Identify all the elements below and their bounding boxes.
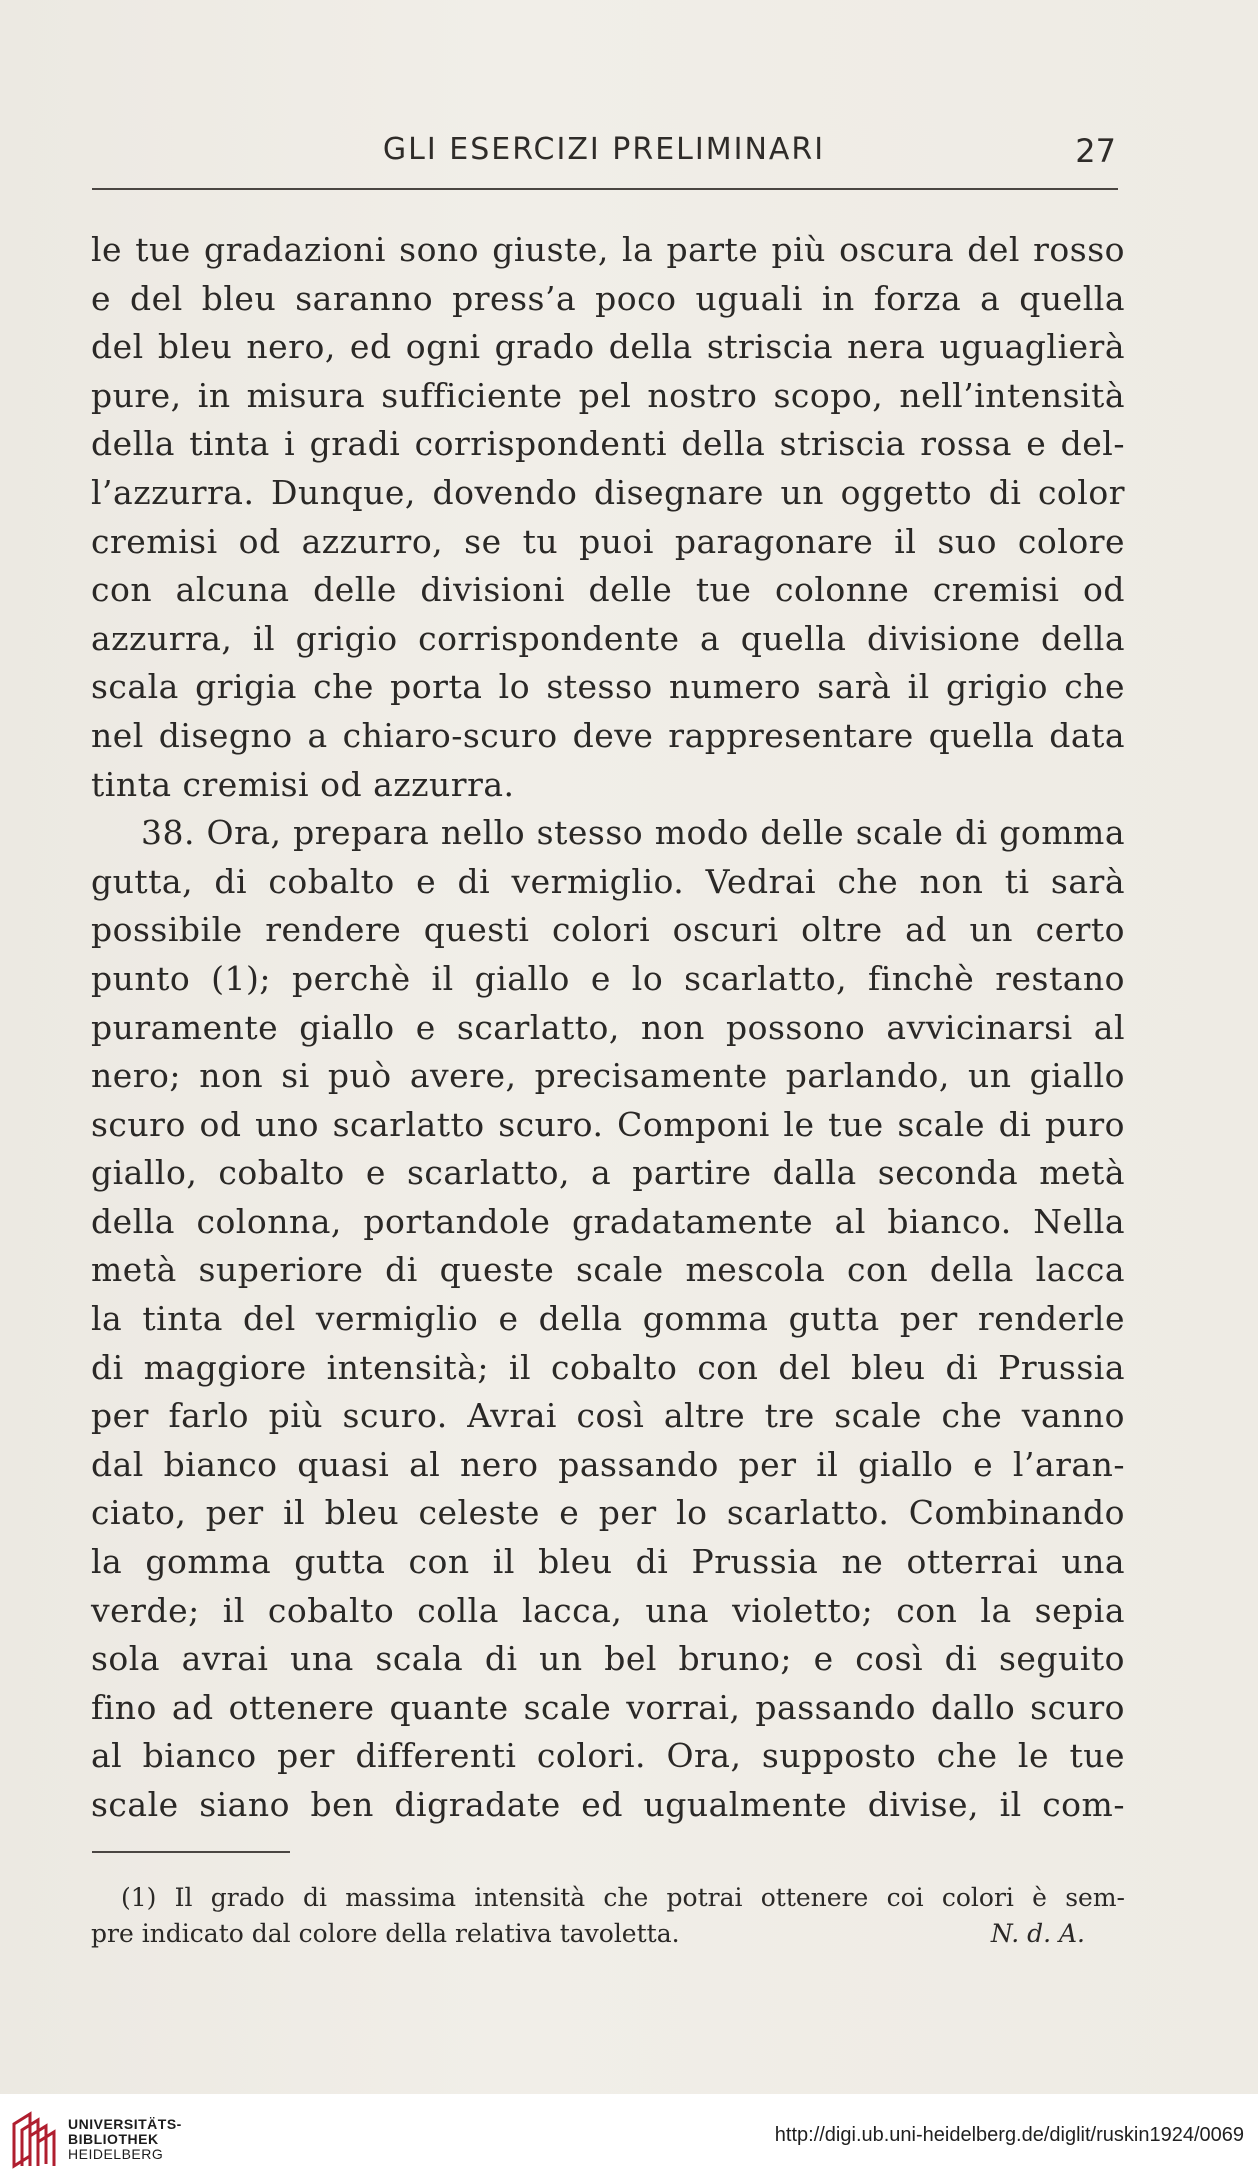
text-line: la gomma gutta con il bleu di Prussia ne otterrai una [91, 1542, 1125, 1582]
running-head [92, 132, 1116, 176]
text-line: ciato, per il bleu celeste e per lo scarlatto. Combinando [91, 1493, 1125, 1533]
text-line: nero; non si può avere, precisamente parlando, un giallo [91, 1056, 1125, 1096]
library-name-line-2: BIBLIOTHEK [68, 2131, 159, 2147]
text-line: verde; il cobalto colla lacca, una violetto; con la sepia [91, 1590, 1125, 1630]
text-line: di maggiore intensità; il cobalto con del bleu di Prussia [91, 1347, 1125, 1387]
text-line: gutta, di cobalto e di vermiglio. Vedrai che non ti sarà [91, 861, 1125, 901]
library-name-line-3: HEIDELBERG [68, 2146, 164, 2162]
text-line: fino ad ottenere quante scale vorrai, passando dallo scuro [91, 1687, 1125, 1727]
text-line: dal bianco quasi al nero passando per il giallo e l’aran- [91, 1444, 1125, 1484]
text-line: sola avrai una scala di un bel bruno; e così di seguito [91, 1639, 1125, 1679]
text-line: cremisi od azzurro, se tu puoi paragonare il suo colore [91, 521, 1125, 561]
source-url-link[interactable]: http://digi.ub.uni-heidelberg.de/diglit/ruskin1924/0069 [774, 2124, 1244, 2146]
footnote-line: (1) Il grado di massima intensità che potrai ottenere coi colori è sem- [121, 1883, 1125, 1912]
text-line: scuro od uno scarlatto scuro. Componi le tue scale di puro [91, 1104, 1125, 1144]
text-line: le tue gradazioni sono giuste, la parte più oscura del rosso [91, 230, 1125, 269]
text-line: e del bleu saranno press’a poco uguali in forza a quella [91, 278, 1125, 318]
text-line: possibile rendere questi colori oscuri oltre ad un certo [91, 910, 1125, 950]
header-rule [92, 188, 1118, 190]
footnote-signature: N. d. A. [990, 1919, 1085, 1948]
text-line: azzurra, il grigio corrispondente a quella divisione della [91, 618, 1125, 658]
text-line: l’azzurra. Dunque, dovendo disegnare un oggetto di color [91, 472, 1125, 512]
footnote-rule [92, 1851, 290, 1853]
text-line: scala grigia che porta lo stesso numero sarà il grigio che [91, 667, 1125, 707]
text-line: della colonna, portandole gradatamente al bianco. Nella [91, 1201, 1125, 1241]
text-line: al bianco per differenti colori. Ora, supposto che le tue [91, 1736, 1125, 1776]
text-line: la tinta del vermiglio e della gomma gutta per renderle [91, 1299, 1125, 1339]
library-name-line-1: UNIVERSITÄTS- [68, 2116, 182, 2132]
library-name [68, 2117, 182, 2162]
chapter-title: GLI ESERCIZI PRELIMINARI [382, 132, 826, 167]
text-line: della tinta i gradi corrispondenti della striscia rossa e del- [91, 424, 1125, 464]
text-line: punto (1); perchè il giallo e lo scarlatto, finchè restano [91, 958, 1125, 998]
paragraph-38-start: 38. Ora, prepara nello stesso modo delle scale di gomma [141, 813, 1125, 853]
footnote-line-text: pre indicato dal colore della relativa tavoletta. [91, 1919, 680, 1948]
footnote-line-last [91, 1916, 1125, 1952]
text-line: scale siano ben digradate ed ugualmente divise, il com- [91, 1785, 1125, 1824]
text-line: puramente giallo e scarlatto, non possono avvicinarsi al [91, 1007, 1125, 1047]
text-line: per farlo più scuro. Avrai così altre tre scale che vanno [91, 1396, 1125, 1436]
text-line: del bleu nero, ed ogni grado della striscia nera uguaglierà [91, 327, 1125, 367]
text-line: giallo, cobalto e scarlatto, a partire dalla seconda metà [91, 1153, 1125, 1193]
text-line: con alcuna delle divisioni delle tue colonne cremisi od [91, 570, 1125, 610]
library-logo-icon [8, 2110, 60, 2170]
footnote [91, 1880, 1125, 1952]
body-text [91, 226, 1125, 1830]
text-line: nel disegno a chiaro-scuro deve rappresentare quella data [91, 715, 1125, 755]
text-line: tinta cremisi od azzurra. [91, 764, 515, 804]
page-number: 27 [1075, 132, 1116, 170]
text-line: metà superiore di queste scale mescola con della lacca [91, 1250, 1125, 1290]
text-line: pure, in misura sufficiente pel nostro scopo, nell’intensità [91, 375, 1125, 415]
